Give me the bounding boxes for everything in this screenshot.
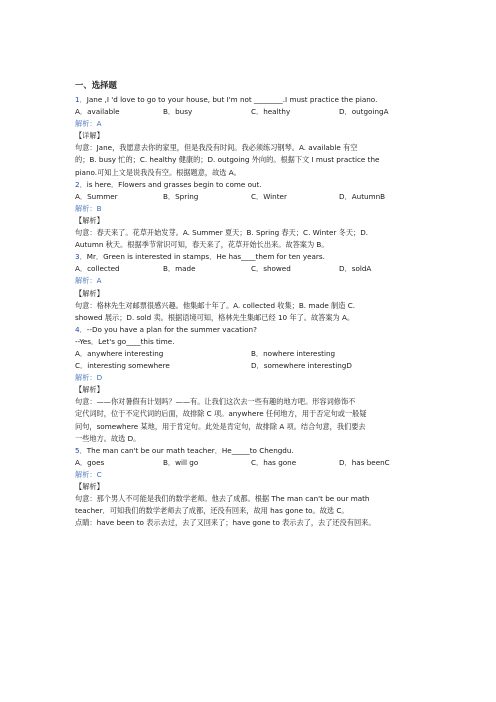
question-text: Jane ,I 'd love to go to your house, but I'm not ________.I must practice the piano. [86, 95, 378, 104]
option-d: D．has beenC [339, 457, 390, 467]
detail-tag: 【解析】 [75, 215, 104, 225]
option-d: D．somewhere interestingD [251, 361, 352, 371]
option-a: A．collected [75, 264, 120, 274]
question-text: is here．Flowers and grasses begin to come out. [86, 179, 262, 189]
detail-tag: 【解析】 [75, 385, 104, 395]
explanation-line: 句意：Jane，我愿意去你的家里，但是我没有时间。我必须练习钢琴。A. available 有空 [75, 143, 358, 153]
question-number: 2． [75, 179, 87, 189]
document-content [75, 79, 425, 529]
question-text: Mr．Green is interested in stamps．He has____them for ten years. [86, 252, 325, 262]
question-text: --Do you have a plan for the summer vacation? [86, 324, 257, 334]
option-c: C．interesting somewhere [75, 361, 170, 371]
detail-tag: 【详解】 [75, 131, 104, 141]
option-c: C．has gone [251, 457, 297, 467]
explanation-line: 的；B. busy 忙的；C. healthy 健康的；D. outgoing 外向的。根据下文 I must practice the [75, 155, 380, 165]
option-b: B．Spring [163, 191, 199, 201]
explanation-line: 句意：春天来了。花草开始发芽。A. Summer 夏天；B. Spring 春天；C. Winter 冬天；D. [75, 228, 369, 238]
explanation-line: showed 展示；D. sold 卖。根据语境可知，格林先生集邮已经 10 年了。故答案为 A。 [75, 312, 355, 322]
question-number: 1． [75, 95, 87, 104]
question-number: 4． [75, 324, 87, 334]
option-d: D．outgoingA [339, 107, 389, 117]
option-d: D．soldA [339, 264, 372, 274]
explanation-line: 问句，somewhere 某地，用于肯定句。此处是肯定句，故排除 A 项。结合句意，我们要去 [75, 421, 366, 431]
options-row [75, 106, 425, 118]
option-a: A．available [75, 107, 120, 117]
explanation-line: 一些地方。故选 D。 [75, 433, 141, 443]
options-row [75, 348, 425, 360]
option-b: B．nowhere interesting [251, 348, 336, 358]
option-a: A．Summer [75, 191, 118, 201]
options-row [75, 457, 425, 469]
explanation-line: Autumn 秋天。根据季节常识可知，春天来了，花草开始长出来。故答案为 B。 [75, 240, 329, 250]
answer-line: 解析：A [75, 276, 102, 286]
option-a: A．goes [75, 457, 105, 467]
question-stem [75, 251, 425, 263]
option-c: C．showed [251, 264, 291, 274]
option-c: C．Winter [251, 191, 287, 201]
question-stem [75, 445, 425, 457]
option-b: B．will go [163, 457, 199, 467]
explanation-line: piano.可知上文是说我没有空。根据题意，故选 A。 [75, 167, 241, 177]
explanation-line: 句意：——你对暑假有计划吗？——有。让我们这次去一些有趣的地方吧。形容词修饰不 [75, 397, 356, 407]
answer-line: 解析：C [75, 469, 102, 479]
option-c: C．healthy [251, 107, 291, 117]
explanation-line: 句意：那个男人不可能是我们的数学老师。他去了成都。根据 The man can't be our math [75, 494, 370, 504]
option-b: B．made [163, 264, 196, 274]
answer-line: 解析：B [75, 203, 102, 213]
answer-line: 解析：D [75, 373, 103, 383]
detail-tag: 【解析】 [75, 288, 104, 298]
option-a: A．anywhere interesting [75, 348, 164, 358]
explanation-line: teacher．可知我们的数学老师去了成都，还没有回来，故用 has gone to。故选 C。 [75, 506, 349, 516]
question-text: The man can't be our math teacher．He_____to Chengdu. [86, 445, 294, 455]
option-b: B．busy [163, 107, 193, 117]
explanation-line: 定代词时，位于不定代词的后面，故排除 C 项。anywhere 任何地方，用于否定句或一般疑 [75, 409, 367, 419]
question-stem-continued: --Yes．Let's go____this time. [75, 336, 175, 346]
explanation-line: 句意：格林先生对邮票很感兴趣。他集邮十年了。A. collected 收集；B. made 制造 C. [75, 300, 355, 310]
question-stem [75, 324, 425, 336]
options-row [75, 360, 425, 372]
question-number: 5． [75, 445, 87, 455]
answer-line: 解析：A [75, 119, 102, 129]
option-d: D．AutumnB [339, 191, 386, 201]
question-number: 3． [75, 252, 87, 262]
explanation-line: 点睛：have been to 表示去过，去了又回来了；have gone to 表示去了，去了还没有回来。 [75, 518, 376, 528]
section-title: 一、选择题 [75, 80, 117, 90]
question-stem [75, 94, 425, 106]
question-stem [75, 179, 425, 191]
options-row [75, 191, 425, 203]
detail-tag: 【解析】 [75, 482, 104, 491]
options-row [75, 263, 425, 275]
